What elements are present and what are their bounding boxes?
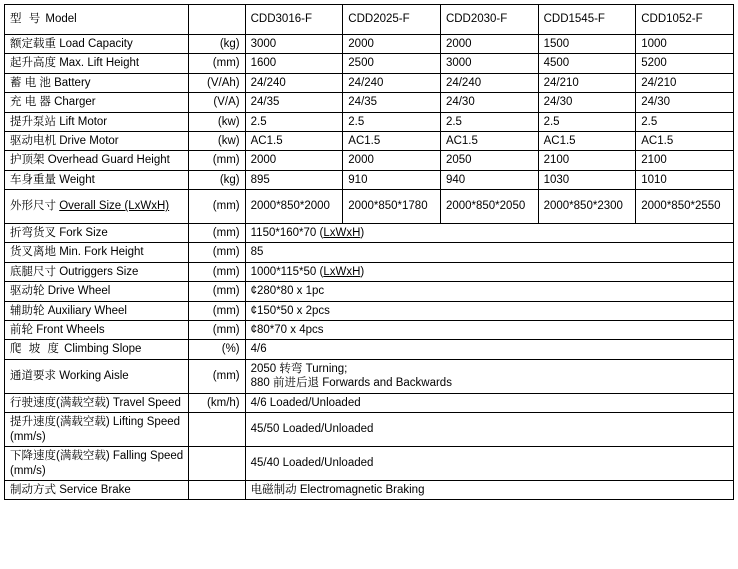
row-unit: (mm)	[189, 243, 245, 262]
row-value: 24/210	[636, 73, 734, 92]
row-label-en: Overhead Guard Height	[47, 154, 170, 167]
row-value: 2000*850*2000	[245, 190, 343, 224]
row-value: 4/6	[245, 340, 733, 359]
table-row	[5, 359, 734, 393]
row-value: 2100	[636, 151, 734, 170]
row-value: 2000*850*1780	[343, 190, 441, 224]
table-row	[5, 170, 734, 189]
row-label-unit-line: (mm/s)	[10, 430, 46, 443]
row-label-en: Lift Motor	[59, 115, 108, 128]
row-value: 940	[440, 170, 538, 189]
row-value: 24/240	[245, 73, 343, 92]
row-label-cell	[5, 243, 189, 262]
table-row	[5, 224, 734, 243]
header-unit-cell	[189, 5, 245, 35]
table-row	[5, 73, 734, 92]
row-value: 2000*850*2300	[538, 190, 636, 224]
row-label-cn: 起升高度	[10, 57, 56, 70]
row-value: 2000	[245, 151, 343, 170]
table-row	[5, 243, 734, 262]
table-row	[5, 112, 734, 131]
row-value-line2: 880 前进后退 Forwards and Backwards	[250, 377, 452, 390]
row-label-en: Charger	[54, 96, 96, 109]
row-label-en: Falling Speed	[112, 450, 184, 463]
row-value: AC1.5	[538, 131, 636, 150]
table-row	[5, 262, 734, 281]
row-value: ¢80*70 x 4pcs	[245, 320, 733, 339]
row-label-cell	[5, 282, 189, 301]
row-unit: (mm)	[189, 224, 245, 243]
table-row	[5, 393, 734, 412]
row-value: 2000	[343, 151, 441, 170]
table-row	[5, 190, 734, 224]
table-row	[5, 481, 734, 500]
row-label-cn: 爬 坡 度	[10, 343, 61, 356]
row-label-cell	[5, 340, 189, 359]
row-label-en: Auxiliary Wheel	[47, 304, 127, 317]
row-label-en: Fork Size	[59, 227, 108, 239]
row-value: ¢150*50 x 2pcs	[245, 301, 733, 320]
row-value: 85	[245, 243, 733, 262]
row-value: 1000*115*50 (LxWxH)	[245, 262, 733, 281]
row-label-cn: 额定载重	[10, 38, 56, 50]
header-model-2: CDD2030-F	[440, 5, 538, 35]
row-label-cell	[5, 359, 189, 393]
row-value: 电磁制动 Electromagnetic Braking	[245, 481, 733, 500]
row-unit	[189, 413, 245, 447]
row-value: AC1.5	[343, 131, 441, 150]
row-label-cell	[5, 224, 189, 243]
row-value: 24/35	[343, 93, 441, 112]
row-value: 24/30	[636, 93, 734, 112]
header-label-cn: 型 号	[10, 13, 43, 26]
table-row	[5, 447, 734, 481]
row-value: 2000*850*2050	[440, 190, 538, 224]
row-label-en: Drive Wheel	[47, 285, 111, 298]
row-unit: (mm)	[189, 320, 245, 339]
row-value: 24/35	[245, 93, 343, 112]
header-model-4: CDD1052-F	[636, 5, 734, 35]
row-unit: (mm)	[189, 54, 245, 73]
row-value: 1600	[245, 54, 343, 73]
row-value: 2.5	[440, 112, 538, 131]
row-label-unit-line: (mm/s)	[10, 464, 46, 477]
row-value: AC1.5	[636, 131, 734, 150]
header-model-0: CDD3016-F	[245, 5, 343, 35]
row-label-cn: 底腿尺寸	[10, 265, 56, 278]
row-value: 895	[245, 170, 343, 189]
row-label-cell	[5, 35, 189, 54]
row-value: 2.5	[343, 112, 441, 131]
row-value: 1500	[538, 35, 636, 54]
header-model-1: CDD2025-F	[343, 5, 441, 35]
row-label-en: Front Wheels	[36, 323, 105, 336]
row-label-en: Travel Speed	[112, 396, 181, 409]
row-label-cell	[5, 131, 189, 150]
row-label-en: Load Capacity	[59, 38, 133, 50]
table-row	[5, 340, 734, 359]
row-value: 1010	[636, 170, 734, 189]
row-value: 1150*160*70 (LxWxH)	[245, 224, 733, 243]
specification-table	[4, 4, 734, 500]
row-label-cell	[5, 73, 189, 92]
row-label-cell	[5, 93, 189, 112]
row-label-cn: 制动方式	[10, 484, 56, 496]
row-label-en: Max. Lift Height	[59, 57, 140, 70]
row-value-cell	[245, 359, 733, 393]
row-label-en: Working Aisle	[59, 369, 129, 382]
row-label-en: Battery	[54, 76, 91, 89]
row-label-cn: 货叉离地	[10, 246, 56, 259]
row-unit	[189, 447, 245, 481]
row-value: 2000	[440, 35, 538, 54]
row-label-cn: 外形尺寸	[10, 200, 56, 213]
row-label-en: Drive Motor	[59, 134, 119, 147]
row-value: 24/240	[440, 73, 538, 92]
header-model-3: CDD1545-F	[538, 5, 636, 35]
row-unit: (kg)	[189, 35, 245, 54]
row-unit: (mm)	[189, 301, 245, 320]
row-unit	[189, 481, 245, 500]
row-label-en: Outriggers Size	[59, 265, 139, 278]
row-label-cn: 车身重量	[10, 173, 56, 186]
row-unit: (kw)	[189, 112, 245, 131]
row-label-cell	[5, 151, 189, 170]
row-label-en: Lifting Speed	[112, 416, 181, 429]
row-label-cn: 前轮	[10, 323, 33, 336]
row-label-cell	[5, 447, 189, 481]
row-value: 24/210	[538, 73, 636, 92]
row-label-en: Weight	[59, 173, 95, 186]
row-label-line1	[10, 449, 183, 463]
row-label-cell	[5, 112, 189, 131]
row-label-cn: 折弯货叉	[10, 227, 56, 239]
row-unit: (mm)	[189, 262, 245, 281]
row-unit: (V/A)	[189, 93, 245, 112]
row-value: 910	[343, 170, 441, 189]
row-value: 24/240	[343, 73, 441, 92]
row-value: 3000	[245, 35, 343, 54]
row-label-cn: 提升泵站	[10, 115, 56, 128]
row-label-cn: 驱动电机	[10, 134, 56, 147]
row-label-en: Service Brake	[59, 484, 131, 496]
row-label-cell	[5, 190, 189, 224]
row-label-cell	[5, 320, 189, 339]
row-label-cn: 驱动轮	[10, 285, 45, 298]
row-value: 2100	[538, 151, 636, 170]
header-label-cell	[5, 5, 189, 35]
row-label-cn: 提升速度(满载空载)	[10, 416, 110, 429]
row-value: 2050	[440, 151, 538, 170]
row-label-cn: 蓄 电 池	[10, 76, 51, 89]
row-unit: (mm)	[189, 359, 245, 393]
row-value: 24/30	[538, 93, 636, 112]
row-value: 2000*850*2550	[636, 190, 734, 224]
row-value: 1030	[538, 170, 636, 189]
row-value: 45/40 Loaded/Unloaded	[245, 447, 733, 481]
row-label-cn: 通道要求	[10, 369, 56, 382]
table-row	[5, 413, 734, 447]
table-row	[5, 320, 734, 339]
row-label-cell	[5, 170, 189, 189]
row-value: 45/50 Loaded/Unloaded	[245, 413, 733, 447]
row-label-en: Min. Fork Height	[59, 246, 144, 259]
row-unit: (V/Ah)	[189, 73, 245, 92]
row-unit: (mm)	[189, 151, 245, 170]
row-value: AC1.5	[245, 131, 343, 150]
row-value: 5200	[636, 54, 734, 73]
row-value: ¢280*80 x 1pc	[245, 282, 733, 301]
row-value: 2.5	[538, 112, 636, 131]
row-label-cn: 护顶架	[10, 154, 45, 167]
table-row	[5, 54, 734, 73]
row-unit: (kg)	[189, 170, 245, 189]
row-value: 2500	[343, 54, 441, 73]
row-value: 4500	[538, 54, 636, 73]
row-value: 2000	[343, 35, 441, 54]
row-unit: (mm)	[189, 190, 245, 224]
row-value: AC1.5	[440, 131, 538, 150]
row-label-cn: 辅助轮	[10, 304, 45, 317]
row-label-cn: 充 电 器	[10, 96, 51, 109]
row-unit: (km/h)	[189, 393, 245, 412]
row-value-line1: 2050 转弯 Turning;	[250, 362, 348, 375]
row-value: 3000	[440, 54, 538, 73]
row-label-en: Climbing Slope	[64, 343, 142, 356]
row-label-cell	[5, 54, 189, 73]
row-label-cell	[5, 301, 189, 320]
table-row	[5, 151, 734, 170]
row-unit: (%)	[189, 340, 245, 359]
row-label-en: Overall Size (LxWxH)	[59, 200, 170, 213]
row-value: 24/30	[440, 93, 538, 112]
row-value: 2.5	[636, 112, 734, 131]
row-unit: (kw)	[189, 131, 245, 150]
table-header-row	[5, 5, 734, 35]
row-value: 2.5	[245, 112, 343, 131]
row-label-cn: 行驶速度(满载空载)	[10, 396, 110, 409]
row-value: 1000	[636, 35, 734, 54]
row-label-line1	[10, 415, 183, 429]
row-label-cell	[5, 413, 189, 447]
header-label-en: Model	[45, 13, 77, 26]
row-label-cell	[5, 262, 189, 281]
table-row	[5, 93, 734, 112]
row-label-cell	[5, 481, 189, 500]
row-label-cell	[5, 393, 189, 412]
row-unit: (mm)	[189, 282, 245, 301]
table-row	[5, 301, 734, 320]
row-label-cn: 下降速度(满载空载)	[10, 450, 110, 463]
table-row	[5, 35, 734, 54]
table-row	[5, 131, 734, 150]
table-row	[5, 282, 734, 301]
row-value: 4/6 Loaded/Unloaded	[245, 393, 733, 412]
